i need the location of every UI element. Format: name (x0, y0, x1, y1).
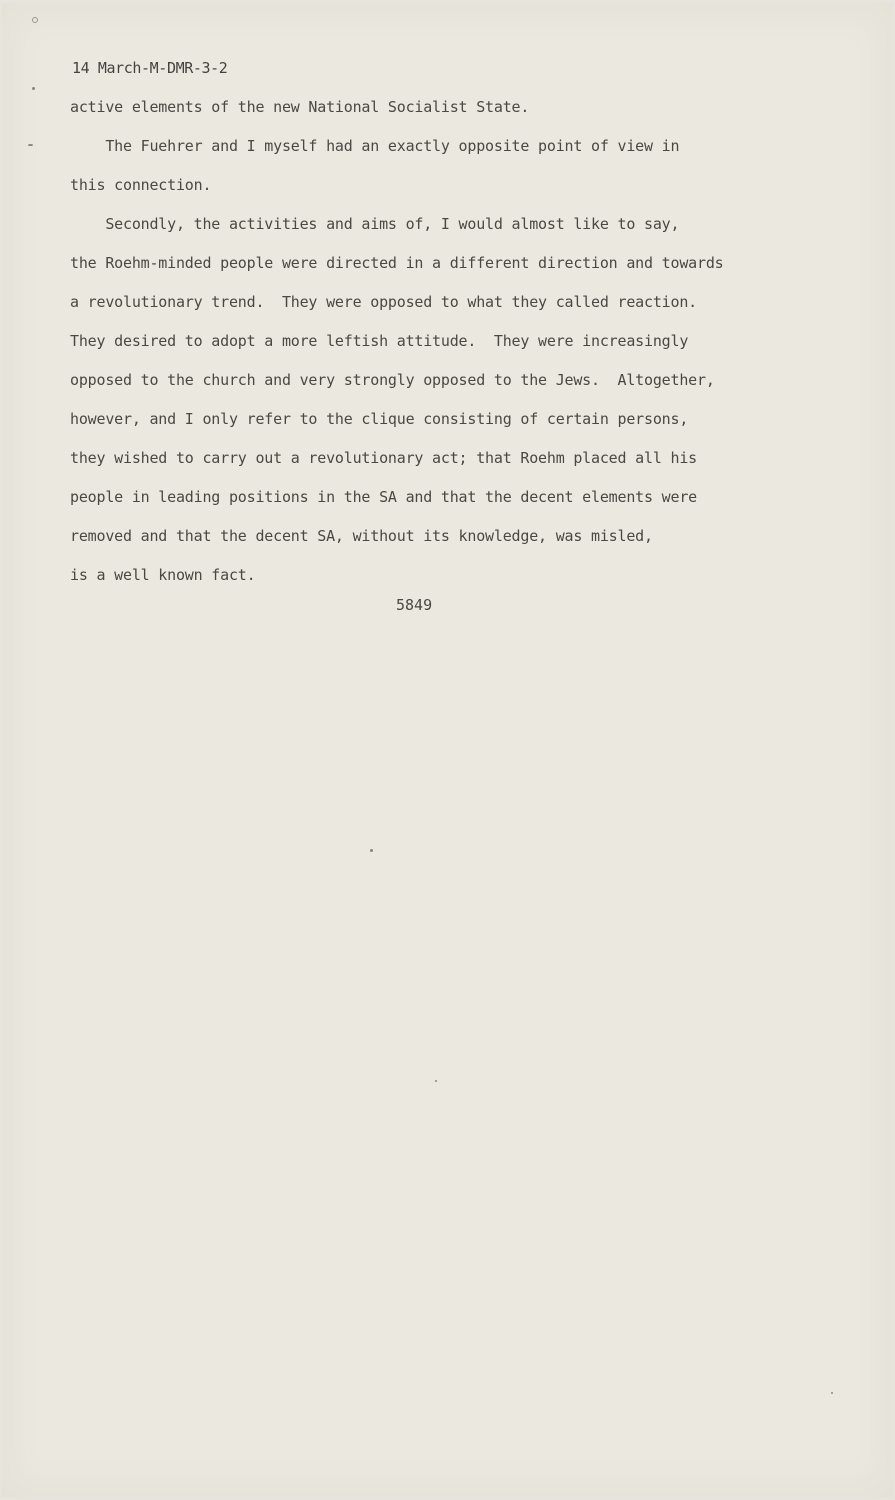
text-line-6: a revolutionary trend. They were opposed to what they called reaction. (70, 293, 697, 311)
text-line-2: The Fuehrer and I myself had an exactly opposite point of view in (70, 137, 680, 155)
document-page (2, 3, 893, 1497)
text-line-8: opposed to the church and very strongly opposed to the Jews. Altogether, (70, 371, 715, 389)
paper-speck (370, 849, 373, 852)
paper-speck (831, 1392, 833, 1394)
paper-speck (32, 87, 35, 90)
paper-speck (28, 144, 33, 146)
text-line-9: however, and I only refer to the clique consisting of certain persons, (70, 410, 689, 428)
text-line-4: Secondly, the activities and aims of, I would almost like to say, (70, 215, 680, 233)
paper-speck (32, 17, 38, 23)
text-line-12: removed and that the decent SA, without its knowledge, was misled, (70, 527, 653, 545)
text-line-3: this connection. (70, 176, 212, 194)
text-line-7: They desired to adopt a more leftish attitude. They were increasingly (70, 332, 689, 350)
text-line-11: people in leading positions in the SA and that the decent elements were (70, 488, 697, 506)
page-number: 5849 (396, 596, 433, 614)
document-header: 14 March-M-DMR-3-2 (72, 59, 228, 77)
paper-speck (435, 1080, 437, 1082)
text-line-1: active elements of the new National Socialist State. (70, 98, 530, 116)
text-line-5: the Roehm-minded people were directed in a different direction and towards (70, 254, 724, 272)
text-line-13: is a well known fact. (70, 566, 256, 584)
text-line-10: they wished to carry out a revolutionary act; that Roehm placed all his (70, 449, 697, 467)
